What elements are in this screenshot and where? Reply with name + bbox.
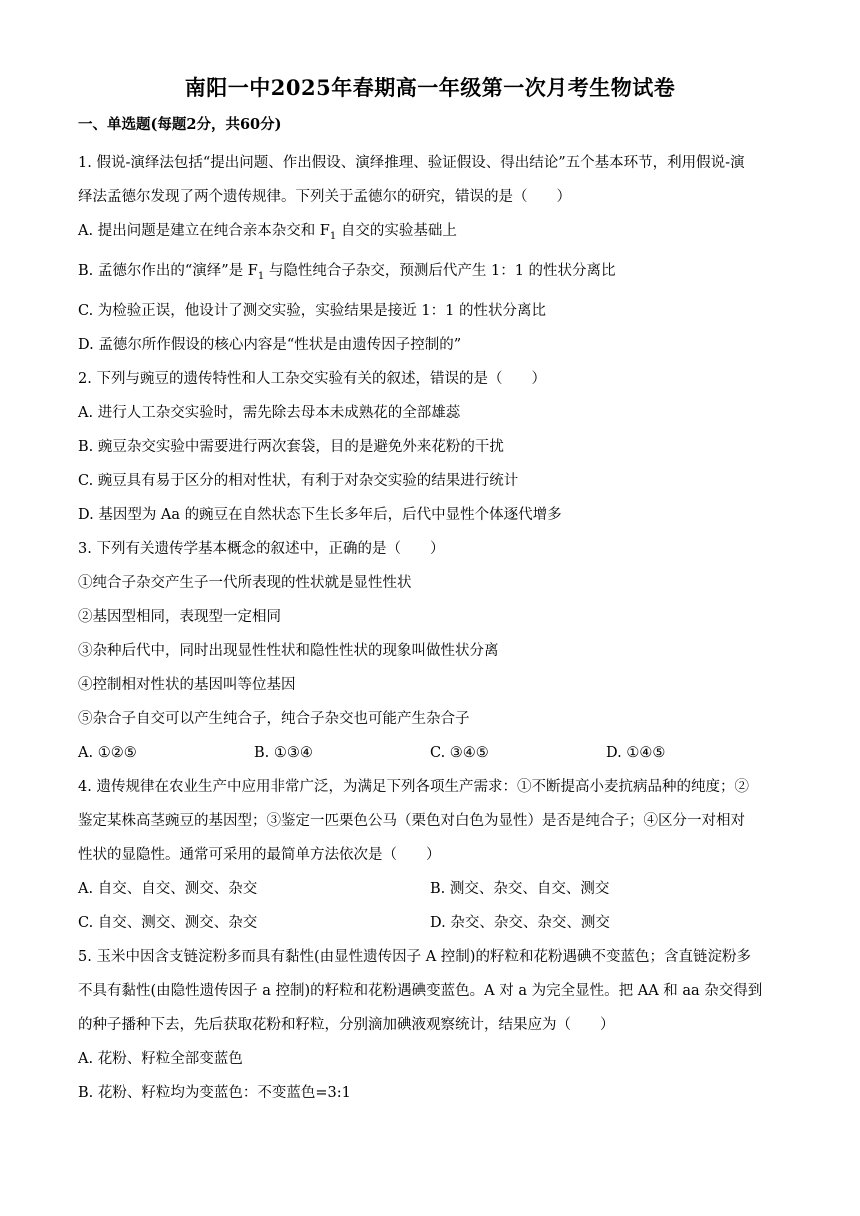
question-3-option-a: A. ①②⑤ [78, 744, 137, 761]
question-4 [78, 770, 782, 940]
question-1-option-a-text-end: 自交的实验基础上 [336, 223, 457, 239]
question-1-option-a [78, 214, 782, 254]
question-5-stem-line-2: 不具有黏性(由隐性遗传因子 a 控制)的籽粒和花粉遇碘变蓝色。A 对 a 为完全显性。把 AA 和 aa 杂交得到 [78, 982, 763, 999]
question-1-option-a-text: A. 提出问题是建立在纯合亲本杂交和 F [78, 223, 330, 239]
question-3-statement-2: ②基因型相同，表现型一定相同 [78, 608, 281, 625]
question-4-options-row-2 [78, 906, 782, 940]
question-4-option-b: B. 测交、杂交、自交、测交 [430, 880, 610, 897]
question-3-options [78, 736, 782, 770]
question-3-statement-4: ④控制相对性状的基因叫等位基因 [78, 676, 296, 693]
question-3-statement-1: ①纯合子杂交产生子一代所表现的性状就是显性性状 [78, 574, 412, 591]
question-2-option-c: C. 豌豆具有易于区分的相对性状，有利于对杂交实验的结果进行统计 [78, 472, 519, 489]
question-1-option-b-subscript: 1 [257, 270, 265, 282]
question-5 [78, 940, 782, 1110]
question-1-stem-line-1: 1. 假说-演绎法包括“提出问题、作出假设、演绎推理、验证假设、得出结论”五个基本环节，利用假说-演 [78, 155, 745, 171]
question-3-statement-5: ⑤杂合子自交可以产生纯合子，纯合子杂交也可能产生杂合子 [78, 710, 470, 727]
question-1-option-b-text: B. 孟德尔作出的“演绎”是 F [78, 262, 258, 279]
question-4-stem-line-3: 性状的显隐性。通常可采用的最简单方法依次是（ ） [78, 846, 441, 863]
question-4-options-row-1 [78, 872, 782, 906]
question-1-stem-line-2: 绎法孟德尔发现了两个遗传规律。下列关于孟德尔的研究，错误的是（ ） [78, 189, 571, 205]
question-3-statement-3: ③杂种后代中，同时出现显性性状和隐性性状的现象叫做性状分离 [78, 642, 499, 659]
question-1-option-b-text-end: 与隐性纯合子杂交，预测后代产生 1：1 的性状分离比 [264, 262, 616, 279]
question-2-option-a: A. 进行人工杂交实验时，需先除去母本未成熟花的全部雄蕊 [78, 404, 461, 421]
question-2-option-d: D. 基因型为 Aa 的豌豆在自然状态下生长多年后，后代中显性个体逐代增多 [78, 506, 562, 523]
question-1-option-a-subscript: 1 [329, 230, 337, 242]
question-1-option-d: D. 孟德尔所作假设的核心内容是“性状是由遗传因子控制的” [78, 336, 462, 353]
question-1-option-c: C. 为检验正误，他设计了测交实验，实验结果是接近 1：1 的性状分离比 [78, 302, 546, 319]
question-2-option-b: B. 豌豆杂交实验中需要进行两次套袋，目的是避免外来花粉的干扰 [78, 438, 504, 455]
question-3-option-b: B. ①③④ [254, 744, 313, 761]
question-5-stem-line-1: 5. 玉米中因含支链淀粉多而具有黏性(由显性遗传因子 A 控制)的籽粒和花粉遇碘不变蓝色；含直链淀粉多 [78, 948, 751, 965]
question-3 [78, 532, 782, 770]
question-1 [78, 146, 782, 362]
question-4-stem-line-2: 鉴定某株高茎豌豆的基因型；③鉴定一匹栗色公马（栗色对白色为显性）是否是纯合子；④区分一对相对 [78, 812, 745, 829]
question-4-option-c: C. 自交、测交、测交、杂交 [78, 914, 258, 931]
question-1-option-b [78, 254, 782, 294]
question-5-option-a: A. 花粉、籽粒全部变蓝色 [78, 1050, 243, 1067]
question-4-option-d: D. 杂交、杂交、杂交、测交 [430, 914, 610, 931]
section-heading-single-choice: 一、单选题(每题2分，共60分) [78, 116, 282, 133]
question-5-option-b: B. 花粉、籽粒均为变蓝色：不变蓝色=3:1 [78, 1084, 351, 1101]
exam-title: 南阳一中2025年春期高一年级第一次月考生物试卷 [184, 75, 676, 100]
question-4-stem-line-1: 4. 遗传规律在农业生产中应用非常广泛，为满足下列各项生产需求：①不断提高小麦抗病品种的纯度；② [78, 778, 749, 795]
question-3-stem: 3. 下列有关遗传学基本概念的叙述中，正确的是（ ） [78, 540, 445, 557]
question-3-option-d: D. ①④⑤ [606, 744, 666, 761]
question-5-stem-line-3: 的种子播种下去，先后获取花粉和籽粒，分别滴加碘液观察统计，结果应为（ ） [78, 1016, 615, 1033]
question-2 [78, 362, 782, 532]
question-3-option-c: C. ③④⑤ [430, 744, 489, 761]
question-2-stem: 2. 下列与豌豆的遗传特性和人工杂交实验有关的叙述，错误的是（ ） [78, 370, 546, 387]
question-4-option-a: A. 自交、自交、测交、杂交 [78, 880, 258, 897]
